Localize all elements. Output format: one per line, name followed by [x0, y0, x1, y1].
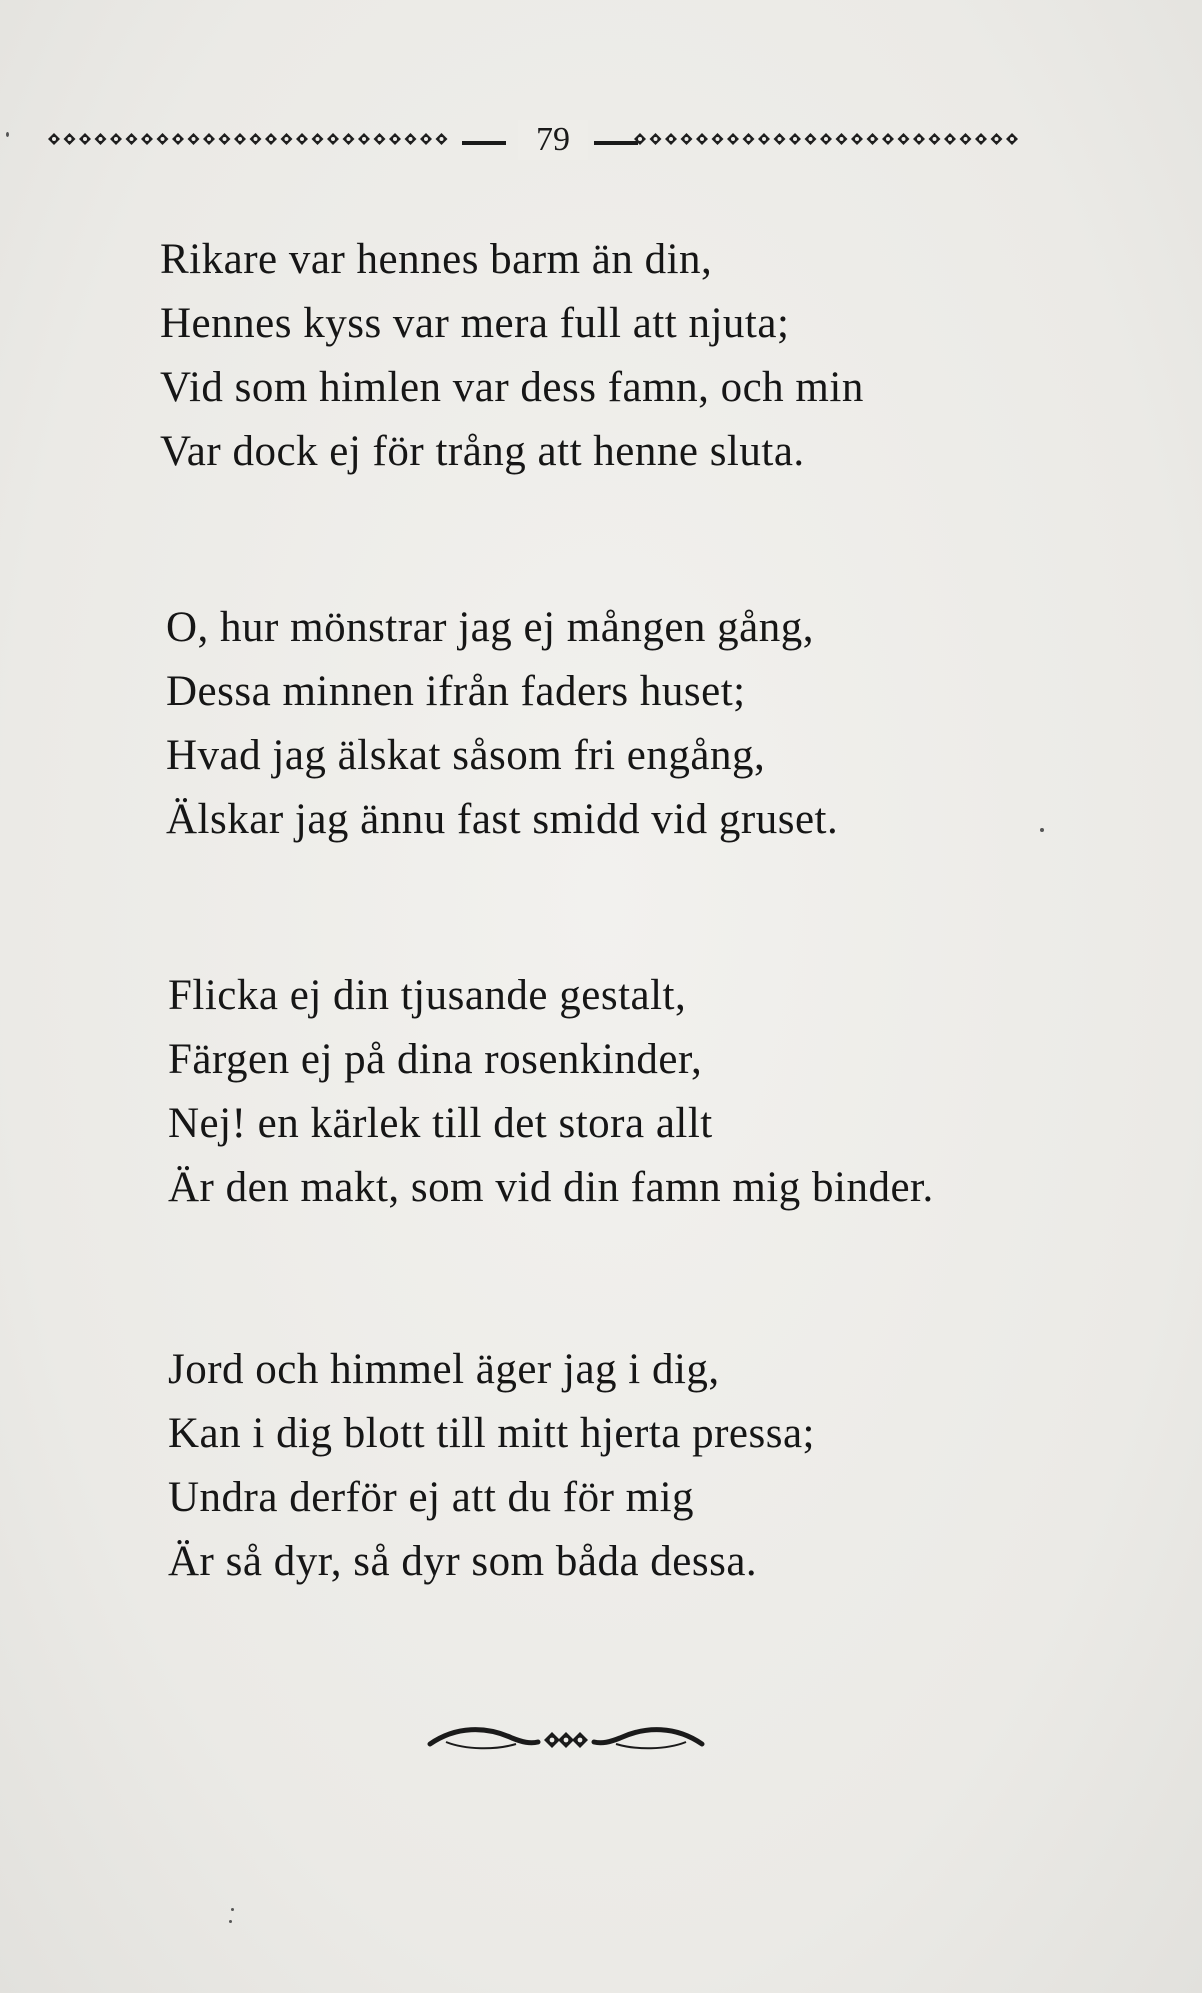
rule-diamond [929, 133, 941, 145]
poem-line: Färgen ej på dina rosenkinder, [168, 1036, 703, 1083]
rule-diamond [650, 133, 662, 145]
rule-diamond [898, 133, 910, 145]
rule-diamond [696, 133, 708, 145]
print-speck [6, 132, 9, 137]
rule-diamond [312, 133, 324, 145]
rule-diamond [1006, 133, 1018, 145]
header-dash-right [594, 141, 638, 145]
print-speck [1040, 828, 1044, 832]
rule-diamond [203, 133, 215, 145]
print-speck [231, 1908, 234, 1911]
rule-diamond [327, 133, 339, 145]
poem-line: Kan i dig blott till mitt hjerta pressa; [168, 1410, 815, 1457]
rule-diamond [913, 133, 925, 145]
rule-diamond [343, 133, 355, 145]
rule-diamond [296, 133, 308, 145]
rule-diamond [960, 133, 972, 145]
rule-diamond [265, 133, 277, 145]
print-speck [229, 1920, 232, 1923]
header-dash-left [462, 141, 506, 145]
stanza-1 [160, 228, 864, 484]
rule-diamond [727, 133, 739, 145]
rule-diamond [420, 133, 432, 145]
rule-diamond [172, 133, 184, 145]
poem-line: Dessa minnen ifrån faders huset; [166, 668, 746, 715]
rule-diamond [851, 133, 863, 145]
rule-diamond [789, 133, 801, 145]
rule-diamond [250, 133, 262, 145]
rule-diamond [805, 133, 817, 145]
rule-diamond [758, 133, 770, 145]
poem-line: Älskar jag ännu fast smidd vid gruset. [166, 796, 839, 843]
rule-diamond [219, 133, 231, 145]
stanza-3 [168, 964, 934, 1220]
rule-diamond [126, 133, 138, 145]
stanza-2 [166, 596, 838, 852]
rule-diamond [234, 133, 246, 145]
rule-diamond [157, 133, 169, 145]
page-number: 79 [518, 120, 588, 160]
rule-diamond [141, 133, 153, 145]
rule-diamond [358, 133, 370, 145]
rule-diamond [681, 133, 693, 145]
poem-line: Hennes kyss var mera full att njuta; [160, 300, 790, 347]
stanza-4 [168, 1338, 815, 1594]
rule-diamond [110, 133, 122, 145]
rule-diamond [944, 133, 956, 145]
poem-line: Jord och himmel äger jag i dig, [168, 1346, 720, 1393]
rule-diamond [389, 133, 401, 145]
poem-line: Är så dyr, så dyr som båda dessa. [168, 1538, 758, 1585]
poem-line: Undra derför ej att du för mig [168, 1474, 695, 1521]
poem-line: Rikare var hennes barm än din, [160, 236, 713, 283]
rule-diamond [281, 133, 293, 145]
rule-diamond [436, 133, 448, 145]
poem-line: O, hur mönstrar jag ej mången gång, [166, 604, 814, 651]
rule-diamond [867, 133, 879, 145]
poem-line: Flicka ej din tjusande gestalt, [168, 972, 687, 1019]
rule-diamond [975, 133, 987, 145]
rule-diamond [188, 133, 200, 145]
rule-diamond [774, 133, 786, 145]
rule-diamond [882, 133, 894, 145]
rule-diamond [743, 133, 755, 145]
rule-diamond [991, 133, 1003, 145]
rule-diamond [712, 133, 724, 145]
rule-diamond [95, 133, 107, 145]
poem-line: Vid som himlen var dess famn, och min [160, 364, 864, 411]
poem-line: Är den makt, som vid din famn mig binder. [168, 1164, 934, 1211]
poem-line: Var dock ej för trång att henne sluta. [160, 428, 805, 475]
rule-diamond [820, 133, 832, 145]
rule-diamond [665, 133, 677, 145]
poem-line: Nej! en kärlek till det stora allt [168, 1100, 713, 1147]
poem-line: Hvad jag älskat såsom fri engång, [166, 732, 766, 779]
rule-diamond [374, 133, 386, 145]
rule-diamond [64, 133, 76, 145]
end-flourish-ornament [426, 1720, 706, 1760]
rule-diamond [48, 133, 60, 145]
rule-diamond [79, 133, 91, 145]
rule-diamond [405, 133, 417, 145]
rule-diamond [836, 133, 848, 145]
